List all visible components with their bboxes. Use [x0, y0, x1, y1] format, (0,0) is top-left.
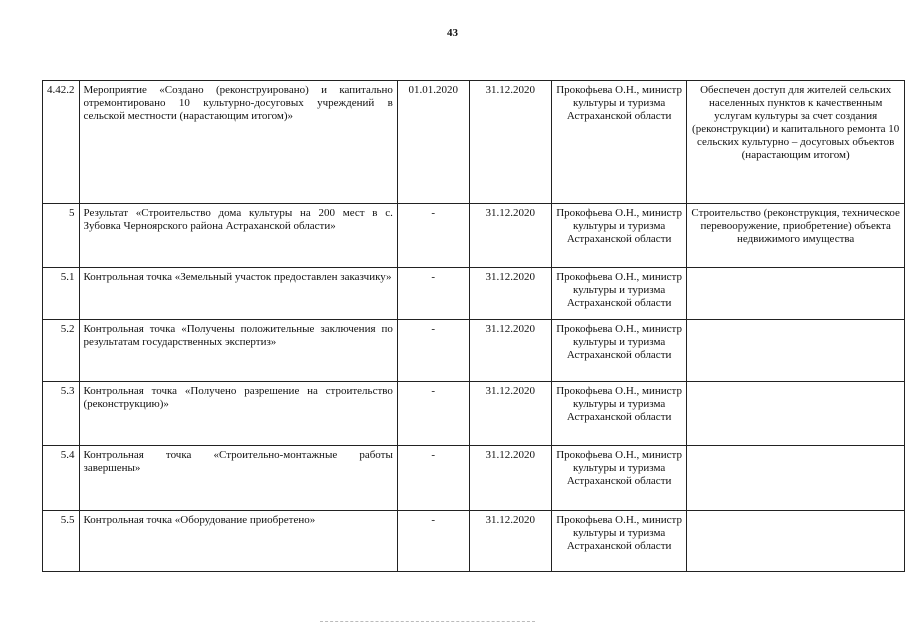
row-responsible: Прокофьева О.Н., министр культуры и туризма Астраханской области	[551, 81, 686, 204]
row-result: Обеспечен доступ для жителей сельских населенных пунктов к качественным услугам культуры за счет создания (реконструкции) и капитального ремонта 10 сельских культурно – досуговых объектов (нарастающим итогом)	[687, 81, 905, 204]
row-result: Строительство (реконструкция, техническое перевооружение, приобретение) объекта недвижимого имущества	[687, 204, 905, 268]
table-row	[43, 81, 905, 204]
table-row	[43, 382, 905, 446]
row-name: Контрольная точка «Получены положительные заключения по результатам государственных экспертиз»	[79, 320, 397, 382]
row-number: 5.2	[43, 320, 80, 382]
row-start-date: -	[397, 320, 469, 382]
row-result	[687, 320, 905, 382]
row-result	[687, 511, 905, 572]
row-responsible: Прокофьева О.Н., министр культуры и туризма Астраханской области	[551, 511, 686, 572]
row-number: 5.1	[43, 268, 80, 320]
row-start-date: -	[397, 268, 469, 320]
row-end-date: 31.12.2020	[469, 81, 551, 204]
row-name: Контрольная точка «Земельный участок предоставлен заказчику»	[79, 268, 397, 320]
row-name: Контрольная точка «Получено разрешение на строительство (реконструкцию)»	[79, 382, 397, 446]
row-number: 5.4	[43, 446, 80, 511]
row-result	[687, 446, 905, 511]
row-end-date: 31.12.2020	[469, 446, 551, 511]
row-responsible: Прокофьева О.Н., министр культуры и туризма Астраханской области	[551, 446, 686, 511]
table-row	[43, 446, 905, 511]
row-result	[687, 268, 905, 320]
row-start-date: -	[397, 382, 469, 446]
row-number: 5.5	[43, 511, 80, 572]
table-row	[43, 320, 905, 382]
row-result	[687, 382, 905, 446]
table-row	[43, 268, 905, 320]
table-row	[43, 204, 905, 268]
row-number: 5	[43, 204, 80, 268]
row-start-date: -	[397, 446, 469, 511]
row-name: Контрольная точка «Оборудование приобретено»	[79, 511, 397, 572]
row-responsible: Прокофьева О.Н., министр культуры и туризма Астраханской области	[551, 204, 686, 268]
row-start-date: 01.01.2020	[397, 81, 469, 204]
row-responsible: Прокофьева О.Н., министр культуры и туризма Астраханской области	[551, 382, 686, 446]
page-divider	[320, 621, 535, 622]
row-end-date: 31.12.2020	[469, 268, 551, 320]
row-end-date: 31.12.2020	[469, 382, 551, 446]
plan-table	[42, 80, 905, 572]
row-start-date: -	[397, 511, 469, 572]
row-end-date: 31.12.2020	[469, 511, 551, 572]
page-number: 43	[447, 27, 458, 39]
row-name: Результат «Строительство дома культуры на 200 мест в с. Зубовка Черноярского района Астраханской области»	[79, 204, 397, 268]
row-name: Контрольная точка «Строительно-монтажные работы завершены»	[79, 446, 397, 511]
row-start-date: -	[397, 204, 469, 268]
row-end-date: 31.12.2020	[469, 320, 551, 382]
row-number: 5.3	[43, 382, 80, 446]
table-row	[43, 511, 905, 572]
row-name: Мероприятие «Создано (реконструировано) и капитально отремонтировано 10 культурно-досуговых учреждений в сельской местности (нарастающим итогом)»	[79, 81, 397, 204]
row-number: 4.42.2	[43, 81, 80, 204]
row-responsible: Прокофьева О.Н., министр культуры и туризма Астраханской области	[551, 320, 686, 382]
row-responsible: Прокофьева О.Н., министр культуры и туризма Астраханской области	[551, 268, 686, 320]
row-end-date: 31.12.2020	[469, 204, 551, 268]
